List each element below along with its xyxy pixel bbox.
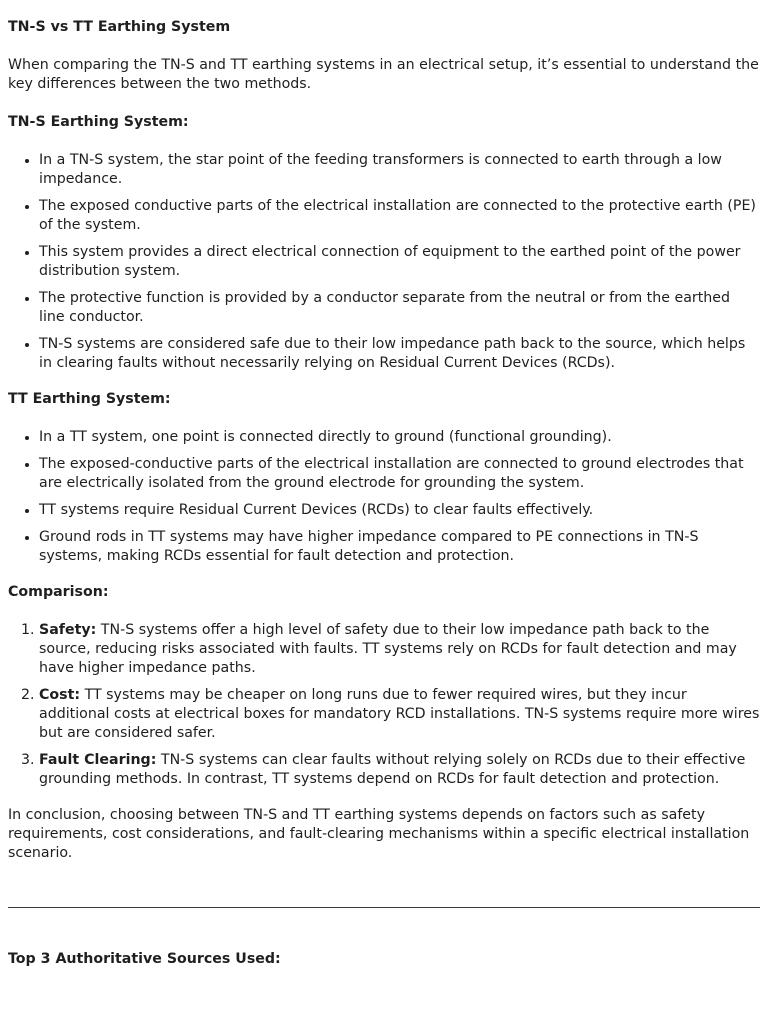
list-item: • In a TN-S system, the star point of the feeding transformers is connected to earth through a low impedance. (39, 151, 760, 189)
list-item: • The exposed-conductive parts of the electrical installation are connected to ground electrodes that are electrically isolated from the ground electrode for grounding the system. (39, 455, 760, 493)
comparison-lead: Cost: (39, 687, 81, 703)
tns-heading: TN-S Earthing System: (8, 114, 189, 130)
page-title: TN-S vs TT Earthing System (8, 19, 231, 35)
comparison-lead: Safety: (39, 622, 97, 638)
tt-list (8, 428, 760, 566)
comparison-list (8, 621, 760, 789)
comparison-item-safety (39, 621, 760, 678)
comparison-item-cost (39, 686, 760, 743)
intro-paragraph: When comparing the TN-S and TT earthing systems in an electrical setup, it’s essential to understand the key differences between the two methods. (8, 57, 759, 92)
comparison-lead: Fault Clearing: (39, 752, 157, 768)
conclusion-paragraph: In conclusion, choosing between TN-S and TT earthing systems depends on factors such as safety requirements, cost considerations, and fault-clearing mechanisms within a specific electrical installation scenario. (8, 807, 750, 861)
list-item: • The protective function is provided by a conductor separate from the neutral or from the earthed line conductor. (39, 289, 760, 327)
section-divider (8, 907, 760, 908)
comparison-item-fault-clearing (39, 751, 760, 789)
list-item: • TN-S systems are considered safe due to their low impedance path back to the source, which helps in clearing faults without necessarily relying on Residual Current Devices (RCDs). (39, 335, 760, 373)
list-item: • This system provides a direct electrical connection of equipment to the earthed point of the power distribution system. (39, 243, 760, 281)
tt-heading: TT Earthing System: (8, 391, 171, 407)
list-item: • In a TT system, one point is connected directly to ground (functional grounding). (39, 428, 760, 447)
comparison-text: TT systems may be cheaper on long runs due to fewer required wires, but they incur additional costs at electrical boxes for mandatory RCD installations. TN-S systems require more wires but are considered safer. (39, 687, 760, 741)
list-item: • TT systems require Residual Current Devices (RCDs) to clear faults effectively. (39, 501, 760, 520)
list-item: • The exposed conductive parts of the electrical installation are connected to the protective earth (PE) of the system. (39, 197, 760, 235)
comparison-heading: Comparison: (8, 584, 109, 600)
tns-list (8, 151, 760, 373)
comparison-text: TN-S systems offer a high level of safety due to their low impedance path back to the source, reducing risks associated with faults. TT systems rely on RCDs for fault detection and may have higher impedance paths. (39, 622, 737, 676)
comparison-text: TN-S systems can clear faults without relying solely on RCDs due to their effective grounding methods. In contrast, TT systems depend on RCDs for fault detection and protection. (39, 752, 746, 787)
sources-heading: Top 3 Authoritative Sources Used: (8, 951, 281, 967)
list-item: • Ground rods in TT systems may have higher impedance compared to PE connections in TN-S systems, making RCDs essential for fault detection and protection. (39, 528, 760, 566)
